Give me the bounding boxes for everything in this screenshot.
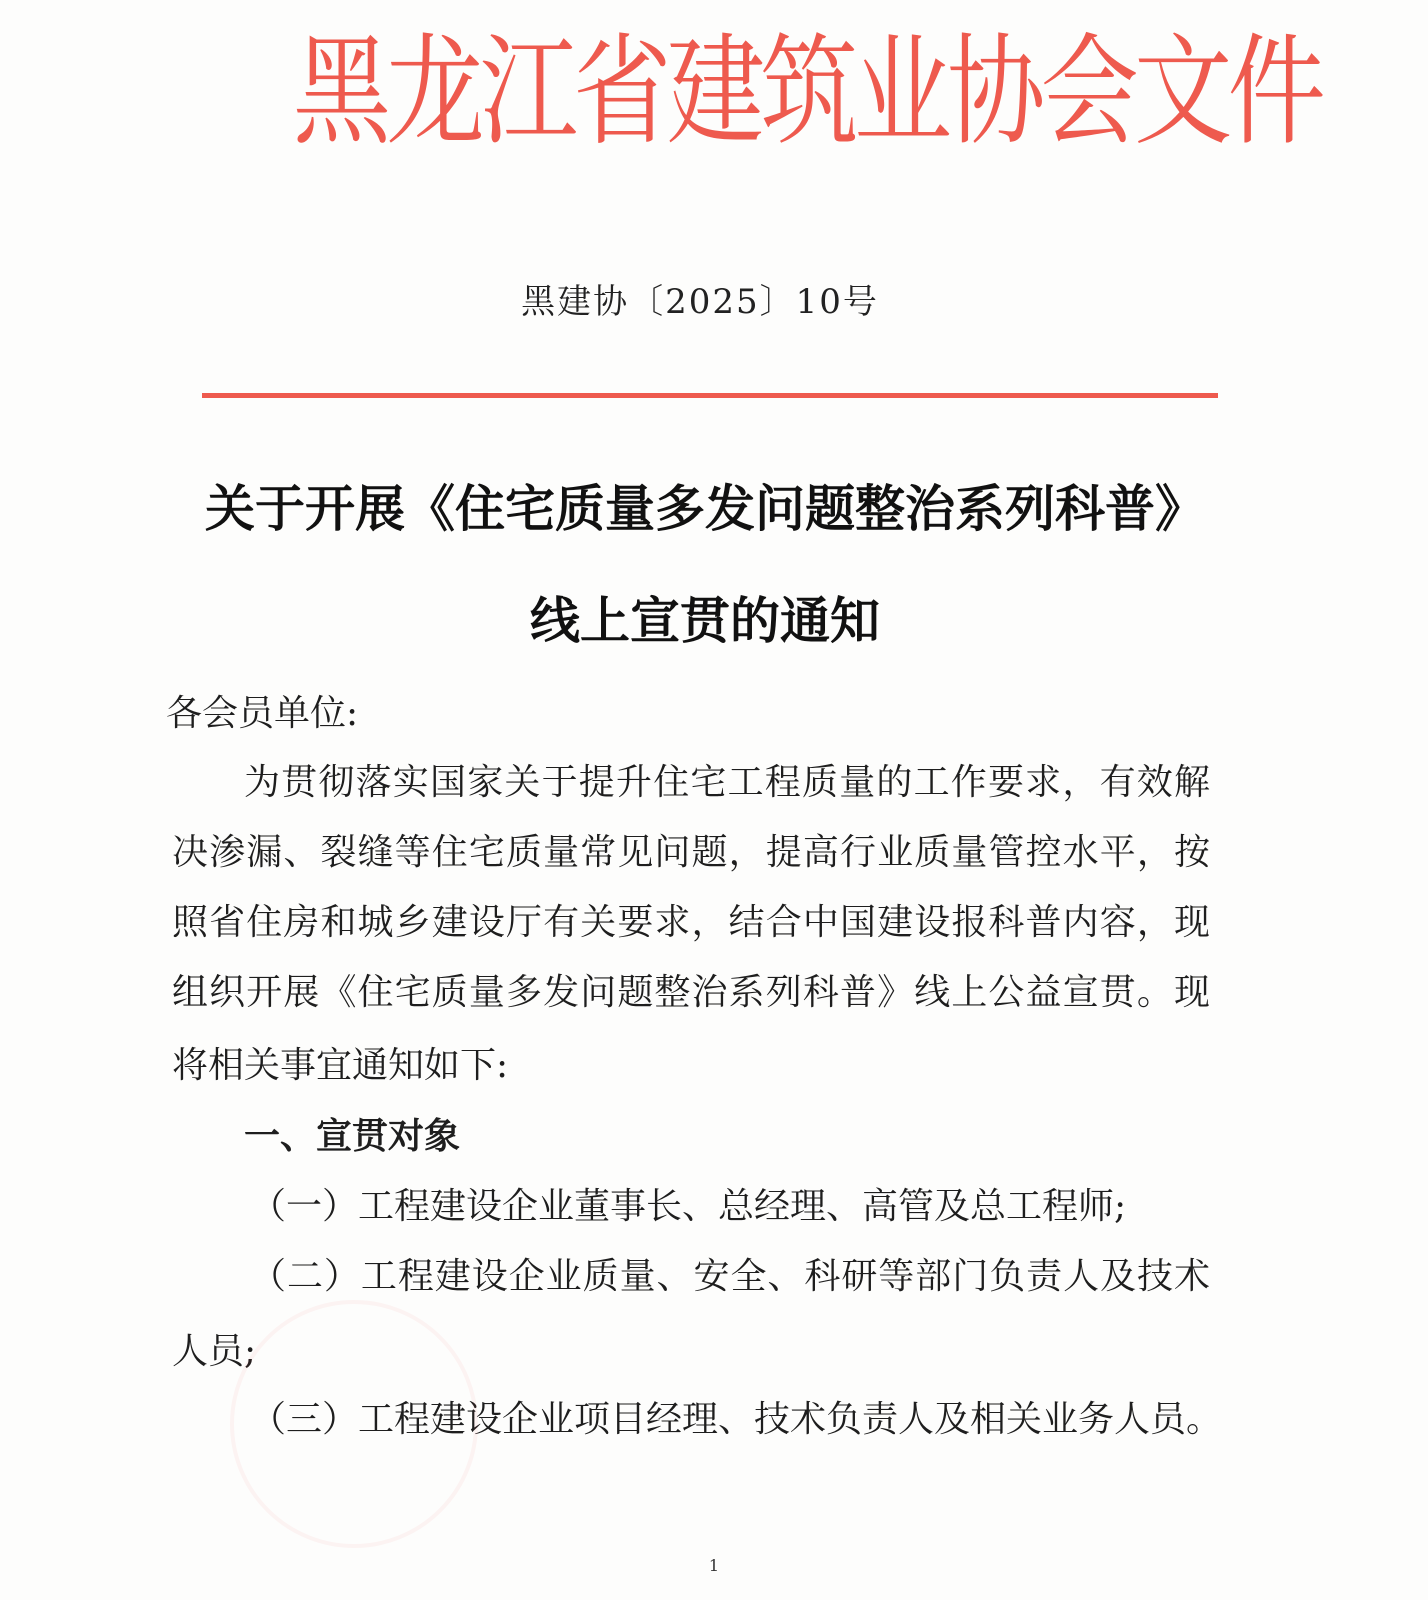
- list-item: （一）工程建设企业董事长、总经理、高管及总工程师;: [250, 1186, 1127, 1227]
- issuing-org-header: 黑龙江省建筑业协会文件: [292, 23, 1321, 162]
- paragraph-line: 为贯彻落实国家关于提升住宅工程质量的工作要求，有效解: [244, 762, 1210, 803]
- faint-seal-mark: [230, 1300, 478, 1548]
- paragraph-line: 组织开展《住宅质量多发问题整治系列科普》线上公益宣贯。现: [172, 972, 1210, 1013]
- paragraph-line: 照省住房和城乡建设厅有关要求，结合中国建设报科普内容，现: [172, 902, 1210, 943]
- list-item: （三）工程建设企业项目经理、技术负责人及相关业务人员。: [250, 1399, 1223, 1440]
- list-item-continuation: 人员;: [172, 1331, 257, 1372]
- section-heading: 一、宣贯对象: [244, 1116, 461, 1157]
- list-item: （二）工程建设企业质量、安全、科研等部门负责人及技术: [250, 1256, 1210, 1297]
- header-red-rule: [202, 393, 1218, 398]
- notice-title-line-2: 线上宣贯的通知: [530, 592, 880, 650]
- paragraph-line: 决渗漏、裂缝等住宅质量常见问题，提高行业质量管控水平，按: [172, 832, 1210, 873]
- notice-title-line-1: 关于开展《住宅质量多发问题整治系列科普》: [205, 480, 1205, 538]
- document-number: 黑建协〔2025〕10号: [521, 282, 879, 322]
- paragraph-line: 将相关事宜通知如下:: [172, 1045, 509, 1086]
- salutation: 各会员单位:: [166, 693, 359, 734]
- page-number: 1: [708, 1556, 720, 1575]
